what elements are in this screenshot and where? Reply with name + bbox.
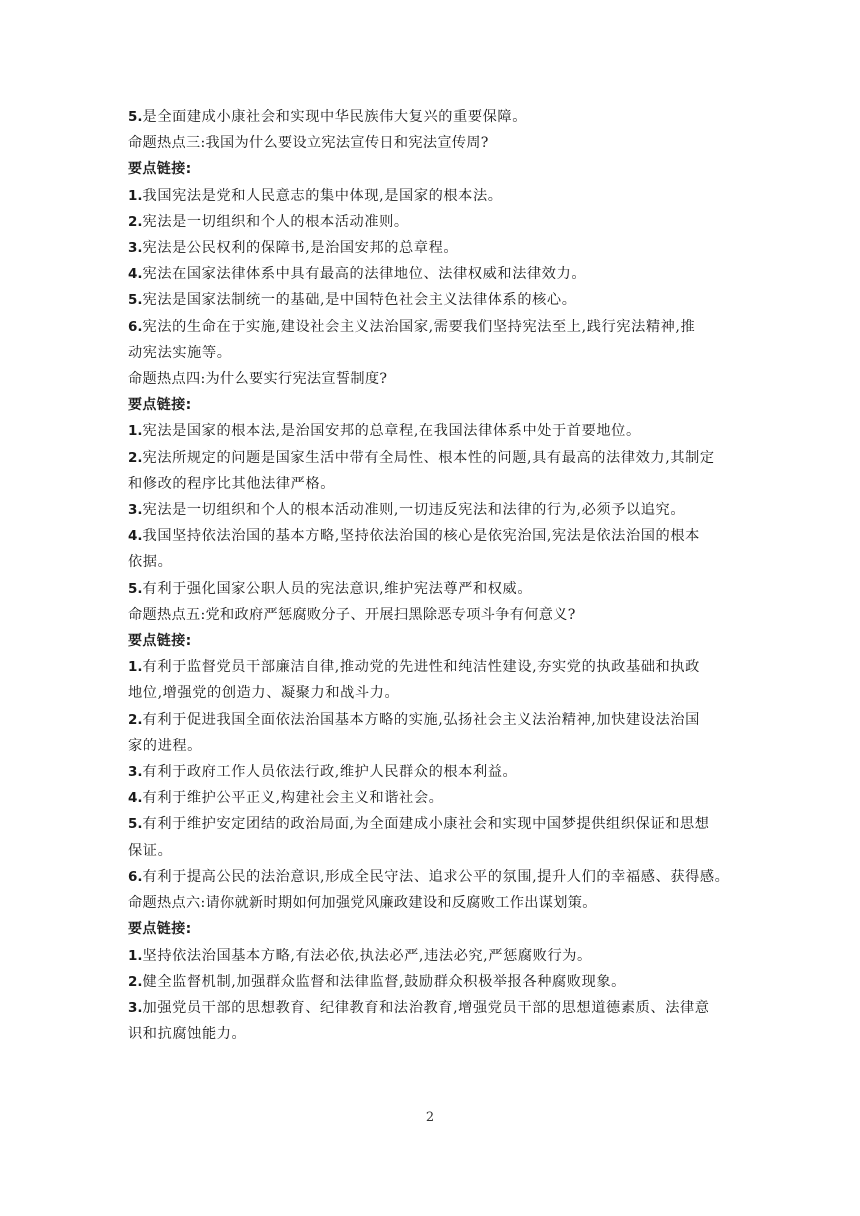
list-item — [128, 235, 736, 261]
item-number: 2. — [128, 973, 143, 990]
list-item — [128, 523, 736, 549]
page-number: 2 — [425, 1110, 435, 1125]
item-number: 1. — [128, 659, 143, 676]
item-number: 5. — [128, 816, 143, 833]
item-text: 宪法是一切组织和个人的根本活动准则,一切违反宪法和法律的行为,必须予以追究。 — [142, 502, 686, 519]
item-number: 2. — [128, 449, 143, 466]
item-text: 宪法的生命在于实施,建设社会主义法治国家,需要我们坚持宪法至上,践行宪法精神,推 — [142, 318, 696, 335]
item-text: 是全面建成小康社会和实现中华民族伟大复兴的重要保障。 — [142, 109, 528, 125]
item-text: 有利于促进我国全面依法治国基本方略的实施,弘扬社会主义法治精神,加快建设法治国 — [142, 711, 700, 728]
item-number: 6. — [128, 318, 143, 335]
list-item — [128, 785, 736, 811]
list-item — [128, 707, 736, 733]
item-number: 5. — [128, 292, 143, 309]
list-item — [128, 864, 736, 890]
key-points-label: 要点链接: — [128, 397, 192, 414]
list-item — [128, 418, 736, 444]
item-text: 宪法是国家的根本法,是治国安邦的总章程,在我国法律体系中处于首要地位。 — [142, 423, 641, 440]
list-item — [128, 497, 736, 523]
item-text-continued: 地位,增强党的创造力、凝聚力和战斗力。 — [128, 685, 400, 702]
item-number: 3. — [128, 764, 143, 781]
item-text: 有利于维护公平正义,构建社会主义和谐社会。 — [142, 790, 444, 807]
item-text: 有利于提高公民的法治意识,形成全民守法、追求公平的氛围,提升人们的幸福感、获得感。 — [142, 868, 730, 885]
item-number: 1. — [128, 423, 143, 440]
list-item — [128, 969, 736, 995]
key-points-label: 要点链接: — [128, 161, 192, 178]
list-item — [128, 943, 736, 969]
item-text: 宪法是公民权利的保障书,是治国安邦的总章程。 — [142, 240, 459, 257]
item-number: 1. — [128, 187, 143, 204]
item-text: 有利于监督党员干部廉洁自律,推动党的先进性和纯洁性建设,夯实党的执政基础和执政 — [142, 659, 700, 676]
list-item — [128, 314, 736, 340]
item-text: 宪法在国家法律体系中具有最高的法律地位、法律权威和法律效力。 — [142, 266, 587, 283]
list-item — [128, 445, 736, 471]
hot-topic-heading: 命题热点四:为什么要实行宪法宣誓制度? — [128, 371, 388, 388]
item-number: 3. — [128, 502, 143, 519]
list-item — [128, 287, 736, 313]
item-text: 我国坚持依法治国的基本方略,坚持依法治国的核心是依宪治国,宪法是依法治国的根本 — [142, 528, 700, 545]
list-item — [128, 104, 736, 130]
item-number: 5. — [128, 580, 143, 597]
item-text: 坚持依法治国基本方略,有法必依,执法必严,违法必究,严惩腐败行为。 — [142, 947, 592, 964]
key-points-label: 要点链接: — [128, 921, 192, 938]
item-text-continued: 依据。 — [128, 554, 173, 571]
list-item — [128, 209, 736, 235]
key-points-label: 要点链接: — [128, 633, 192, 650]
item-number: 4. — [128, 266, 143, 283]
item-text: 加强党员干部的思想教育、纪律教育和法治教育,增强党员干部的思想道德素质、法律意 — [142, 999, 710, 1016]
list-item — [128, 759, 736, 785]
item-number: 6. — [128, 868, 143, 885]
item-text: 健全监督机制,加强群众监督和法律监督,鼓励群众积极举报各种腐败现象。 — [142, 973, 626, 990]
list-item — [128, 261, 736, 287]
list-item — [128, 995, 736, 1021]
item-text: 我国宪法是党和人民意志的集中体现,是国家的根本法。 — [142, 187, 503, 204]
hot-topic-heading: 命题热点三:我国为什么要设立宪法宣传日和宪法宣传周? — [128, 135, 489, 152]
item-text: 宪法所规定的问题是国家生活中带有全局性、根本性的问题,具有最高的法律效力,其制定 — [142, 449, 715, 466]
item-text-continued: 动宪法实施等。 — [128, 344, 232, 361]
item-number: 5. — [128, 109, 143, 125]
list-item — [128, 654, 736, 680]
item-text: 有利于强化国家公职人员的宪法意识,维护宪法尊严和权威。 — [142, 580, 533, 597]
item-number: 2. — [128, 711, 143, 728]
hot-topic-heading: 命题热点六:请你就新时期如何加强党风廉政建设和反腐败工作出谋划策。 — [128, 895, 597, 912]
item-text-continued: 保证。 — [128, 842, 173, 859]
item-number: 4. — [128, 790, 143, 807]
item-number: 1. — [128, 947, 143, 964]
item-text-continued: 和修改的程序比其他法律严格。 — [128, 475, 336, 492]
item-number: 2. — [128, 213, 143, 230]
item-text-continued: 识和抗腐蚀能力。 — [128, 1026, 247, 1043]
list-item — [128, 576, 736, 602]
item-text: 有利于维护安定团结的政治局面,为全面建成小康社会和实现中国梦提供组织保证和思想 — [142, 816, 710, 833]
list-item — [128, 183, 736, 209]
item-text: 宪法是国家法制统一的基础,是中国特色社会主义法律体系的核心。 — [142, 292, 577, 309]
hot-topic-heading: 命题热点五:党和政府严惩腐败分子、开展扫黑除恶专项斗争有何意义? — [128, 606, 576, 623]
item-text: 有利于政府工作人员依法行政,维护人民群众的根本利益。 — [142, 764, 518, 781]
item-number: 3. — [128, 999, 143, 1016]
item-text: 宪法是一切组织和个人的根本活动准则。 — [142, 213, 409, 230]
item-number: 3. — [128, 240, 143, 257]
list-item — [128, 811, 736, 837]
page-content — [128, 104, 736, 1047]
item-text-continued: 家的进程。 — [128, 737, 202, 754]
item-number: 4. — [128, 528, 143, 545]
